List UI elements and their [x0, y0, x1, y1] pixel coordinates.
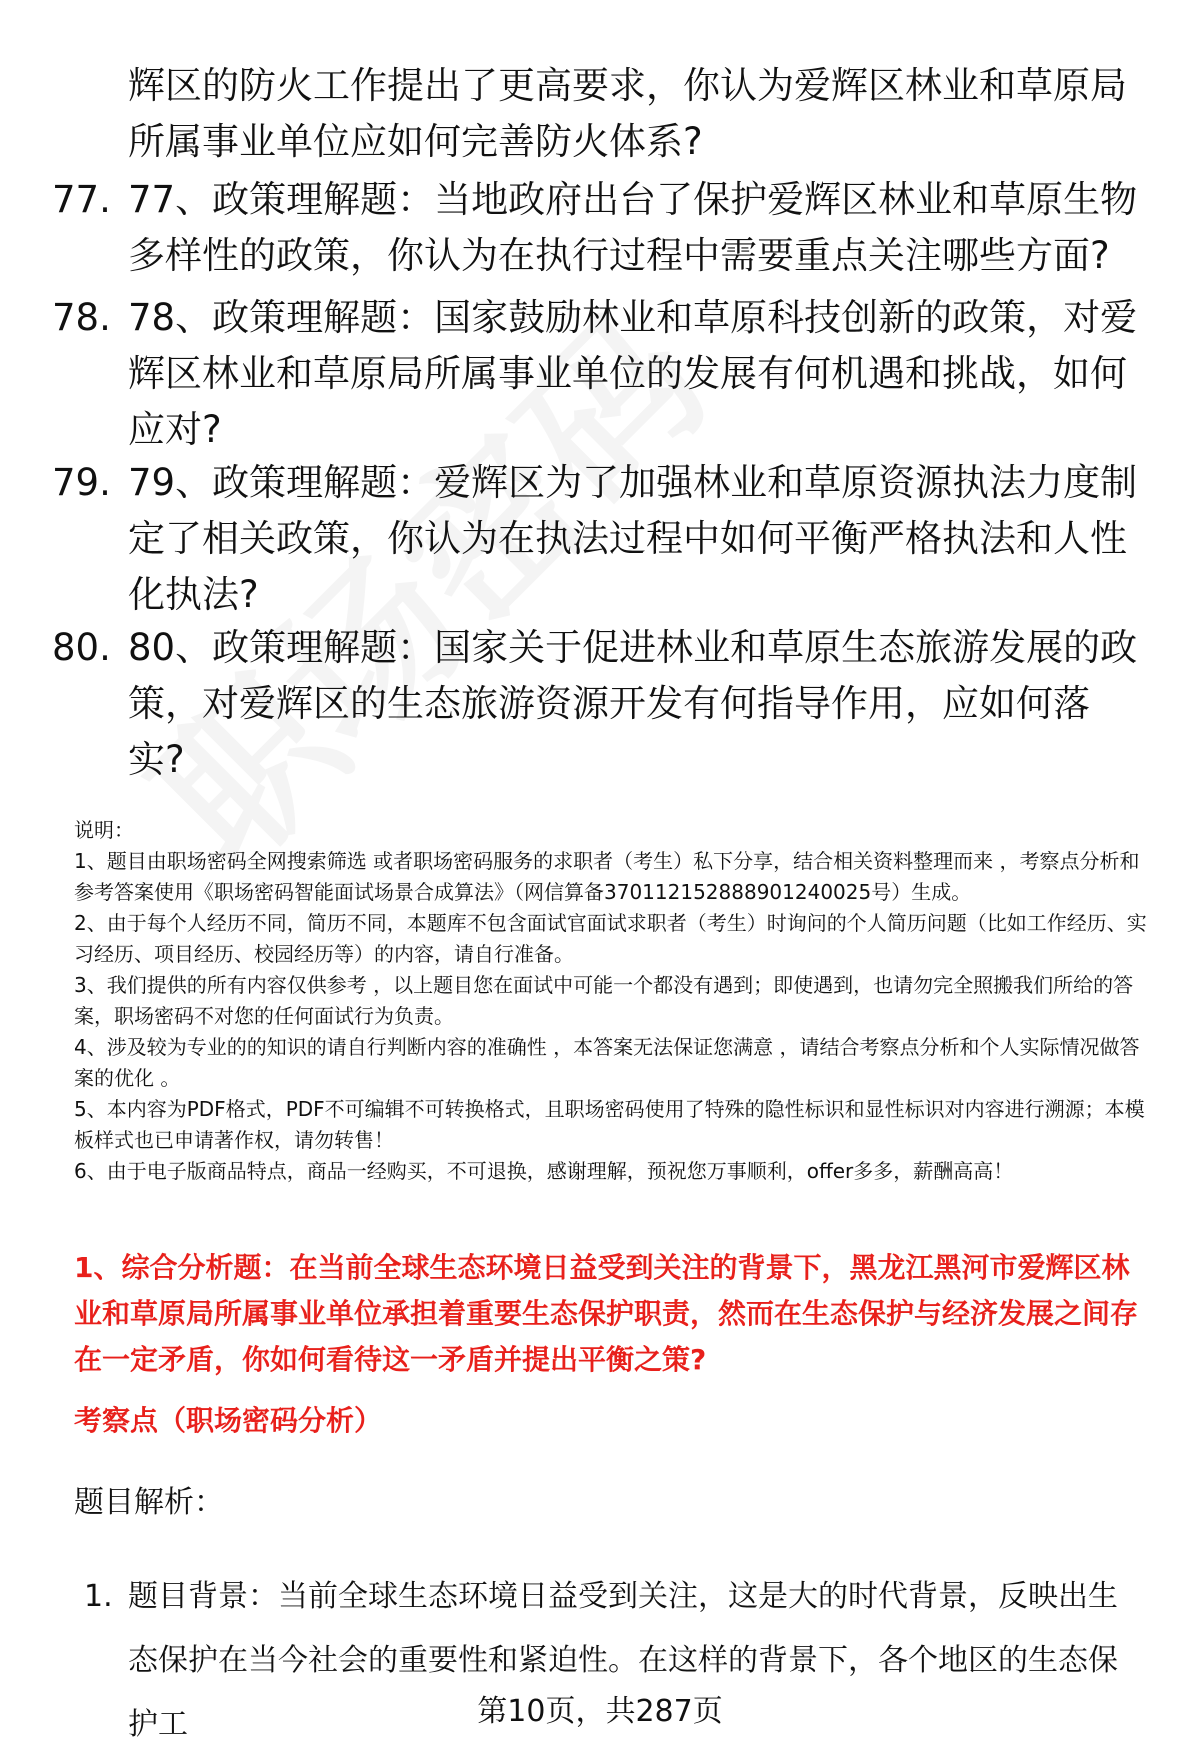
notes-title: 说明：: [74, 818, 134, 842]
note-item: 3、我们提供的所有内容仅供参考 ，以上题目您在面试中可能一个都没有遇到；即使遇到，也请勿完全照搬我们所给的答案，职场密码不对您的任何面试行为负责。: [74, 973, 1134, 1028]
question-number: 78.: [52, 296, 111, 339]
note-item: 2、由于每个人经历不同，简历不同，本题库不包含面试官面试求职者（考生）时询问的个人简历问题（比如工作经历、实习经历、项目经历、校园经历等）的内容，请自行准备。: [74, 911, 1147, 966]
question-78: [52, 290, 1142, 458]
question-79: [52, 455, 1142, 623]
question-80: [52, 620, 1142, 788]
analysis-item-text: 题目背景：当前全球生态环境日益受到关注，这是大的时代背景，反映出生态保护在当今社会的重要性和紧迫性。在这样的背景下，各个地区的生态保护工: [128, 1579, 1118, 1742]
notes-section: [74, 815, 1154, 1187]
page-footer: 第10页，共287页: [477, 1694, 723, 1729]
analysis-heading: 题目解析：: [74, 1485, 224, 1520]
question-text: 80、政策理解题：国家关于促进林业和草原生态旅游发展的政策，对爱辉区的生态旅游资源开发有何指导作用，应如何落实?: [128, 626, 1138, 781]
note-item: 5、本内容为PDF格式，PDF不可编辑不可转换格式，且职场密码使用了特殊的隐性标识和显性标识对内容进行溯源；本模板样式也已申请著作权，请勿转售！: [74, 1097, 1145, 1152]
highlighted-question: 1、综合分析题：在当前全球生态环境日益受到关注的背景下，黑龙江黑河市爱辉区林业和草原局所属事业单位承担着重要生态保护职责，然而在生态保护与经济发展之间存在一定矛盾，你如何看待这一矛盾并提出平衡之策?: [74, 1251, 1139, 1376]
note-item: 4、涉及较为专业的的知识的请自行判断内容的准确性 ，本答案无法保证您满意 ，请结合考察点分析和个人实际情况做答案的优化 。: [74, 1035, 1140, 1090]
question-76-continuation: 辉区的防火工作提出了更高要求，你认为爱辉区林业和草原局所属事业单位应如何完善防火体系?: [128, 64, 1127, 163]
question-text: 77、政策理解题：当地政府出台了保护爱辉区林业和草原生物多样性的政策，你认为在执行过程中需要重点关注哪些方面?: [128, 178, 1138, 277]
analysis-point-heading: 考察点（职场密码分析）: [74, 1404, 383, 1437]
question-77: [52, 172, 1142, 284]
question-number: 77.: [52, 178, 111, 221]
analysis-item-number: 1.: [84, 1579, 113, 1614]
note-item: 6、由于电子版商品特点，商品一经购买，不可退换，感谢理解，预祝您万事顺利，offer多多，薪酬高高！: [74, 1159, 1014, 1183]
question-number: 80.: [52, 626, 111, 669]
question-number: 79.: [52, 461, 111, 504]
question-text: 78、政策理解题：国家鼓励林业和草原科技创新的政策，对爱辉区林业和草原局所属事业单位的发展有何机遇和挑战，如何应对?: [128, 296, 1138, 451]
question-text: 79、政策理解题：爱辉区为了加强林业和草原资源执法力度制定了相关政策，你认为在执法过程中如何平衡严格执法和人性化执法?: [128, 461, 1138, 616]
note-item: 1、题目由职场密码全网搜索筛选 或者职场密码服务的求职者（考生）私下分享，结合相关资料整理而来 ，考察点分析和参考答案使用《职场密码智能面试场景合成算法》（网信算备370112152888901240025号）生成。: [74, 849, 1140, 904]
